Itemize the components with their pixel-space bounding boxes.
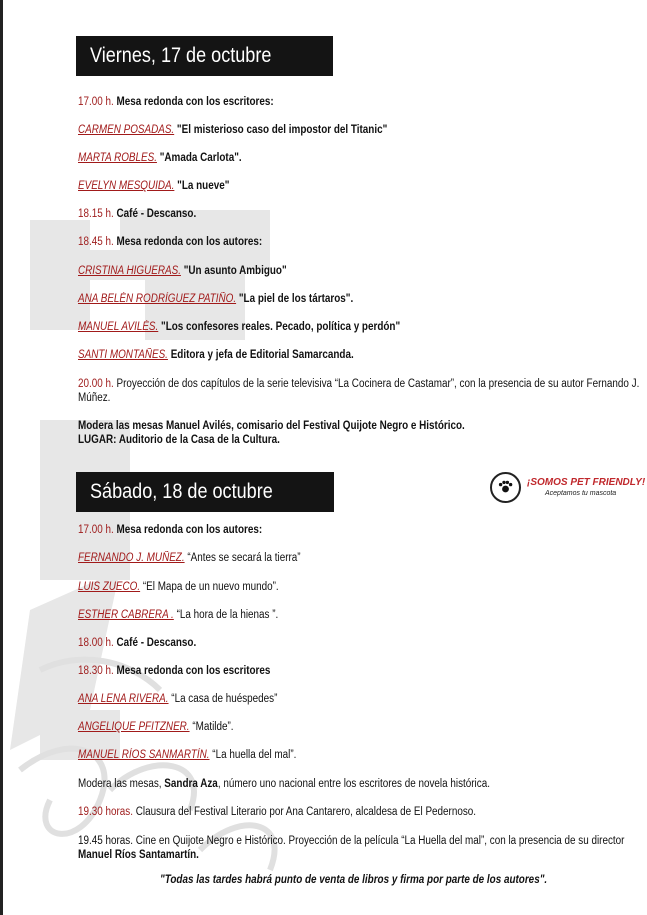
author: MANUEL RÍOS SANMARTÍN. bbox=[78, 749, 210, 761]
work: “La hora de la hienas ”. bbox=[176, 609, 279, 621]
final-note: "Todas las tardes habrá punto de venta de libros y firma por parte de los autores". bbox=[160, 874, 548, 886]
list-item bbox=[78, 551, 301, 565]
time: 20.00 h. bbox=[78, 378, 114, 390]
pet-friendly-badge bbox=[490, 472, 646, 506]
page-left-border bbox=[0, 0, 3, 915]
work: "Los confesores reales. Pecado, política y perdón" bbox=[161, 321, 401, 333]
time: 18.00 h. bbox=[78, 637, 114, 649]
block-title: Mesa redonda con los escritores: bbox=[116, 96, 274, 108]
saturday-break bbox=[78, 636, 196, 650]
time: 18.15 h. bbox=[78, 208, 114, 220]
pet-friendly-title: ¡SOMOS PET FRIENDLY! bbox=[527, 477, 646, 488]
list-item bbox=[78, 179, 229, 193]
author: CRISTINA HIGUERAS. bbox=[78, 265, 181, 277]
author: EVELYN MESQUIDA. bbox=[78, 180, 175, 192]
work: Editora y jefa de Editorial Samarcanda. bbox=[170, 349, 354, 361]
author: FERNANDO J. MUÑEZ. bbox=[78, 552, 185, 564]
moderator-suffix: , número uno nacional entre los escritores de novela histórica. bbox=[217, 778, 490, 790]
pet-friendly-subtitle: Aceptamos tu mascota bbox=[545, 490, 617, 497]
work: "La nueve" bbox=[177, 180, 230, 192]
screening-text: Proyección de dos capítulos de la serie televisiva “La Cocinera de Castamar”, con la presencia de su autor Fernando J. Múñez. bbox=[78, 378, 640, 404]
work: “Matilde”. bbox=[192, 721, 234, 733]
author: ANGELIQUE PFITZNER. bbox=[78, 721, 190, 733]
work: “La casa de huéspedes” bbox=[171, 693, 278, 705]
block-title: Mesa redonda con los autores: bbox=[116, 524, 263, 536]
author: ANA LENA RIVERA. bbox=[78, 693, 169, 705]
work: "Amada Carlota". bbox=[159, 152, 242, 164]
friday-venue: LUGAR: Auditorio de la Casa de la Cultura. bbox=[78, 434, 280, 446]
saturday-closing bbox=[78, 805, 476, 819]
time: 17.00 h. bbox=[78, 524, 114, 536]
list-item bbox=[78, 123, 387, 137]
time: 18.45 h. bbox=[78, 236, 114, 248]
friday-block1 bbox=[78, 95, 274, 109]
break-text: Café - Descanso. bbox=[116, 208, 197, 220]
author: MARTA ROBLES. bbox=[78, 152, 157, 164]
list-item bbox=[78, 692, 277, 706]
list-item bbox=[78, 320, 400, 334]
work: “Antes se secará la tierra” bbox=[187, 552, 301, 564]
paw-icon bbox=[490, 472, 521, 503]
moderator-prefix: Modera las mesas, bbox=[78, 778, 165, 790]
list-item bbox=[78, 608, 278, 622]
time: 17.00 h. bbox=[78, 96, 114, 108]
friday-title: Viernes, 17 de octubre bbox=[90, 44, 272, 67]
saturday-moderator bbox=[78, 777, 490, 791]
list-item bbox=[78, 292, 353, 306]
author: MANUEL AVILÉS. bbox=[78, 321, 159, 333]
saturday-cinema-line2: Manuel Ríos Santamartín. bbox=[78, 849, 199, 861]
saturday-title: Sábado, 18 de octubre bbox=[90, 480, 273, 503]
block-title: Mesa redonda con los escritores bbox=[116, 665, 271, 677]
work: "El misterioso caso del impostor del Titanic" bbox=[176, 124, 388, 136]
friday-break bbox=[78, 207, 196, 221]
list-item bbox=[78, 151, 242, 165]
time: 18.30 h. bbox=[78, 665, 114, 677]
work: “La huella del mal”. bbox=[212, 749, 297, 761]
saturday-cinema-line1: 19.45 horas. Cine en Quijote Negro e Histórico. Proyección de la película “La Huella del mal”, con la presencia de su director bbox=[78, 835, 625, 847]
friday-screening bbox=[78, 377, 646, 405]
work: "La piel de los tártaros". bbox=[238, 293, 354, 305]
saturday-header bbox=[76, 472, 334, 512]
author: SANTI MONTAÑES. bbox=[78, 349, 168, 361]
list-item bbox=[78, 580, 279, 594]
friday-moderator: Modera las mesas Manuel Avilés, comisario del Festival Quijote Negro e Histórico. bbox=[78, 420, 465, 432]
list-item bbox=[78, 720, 234, 734]
work: "Un asunto Ambiguo" bbox=[183, 265, 287, 277]
time: 19.30 horas. bbox=[78, 806, 133, 818]
friday-block2 bbox=[78, 235, 262, 249]
list-item bbox=[78, 348, 354, 362]
block-title: Mesa redonda con los autores: bbox=[116, 236, 263, 248]
paw-icon-glyph bbox=[492, 474, 519, 501]
closing-text: Clausura del Festival Literario por Ana Cantarero, alcaldesa de El Pedernoso. bbox=[135, 806, 477, 818]
list-item bbox=[78, 748, 296, 762]
saturday-block1 bbox=[78, 523, 262, 537]
saturday-block2 bbox=[78, 664, 270, 678]
list-item bbox=[78, 264, 287, 278]
friday-header bbox=[76, 36, 333, 76]
break-text: Café - Descanso. bbox=[116, 637, 197, 649]
moderator-name: Sandra Aza bbox=[164, 778, 218, 790]
author: ESTHER CABRERA . bbox=[78, 609, 174, 621]
author: LUIS ZUECO. bbox=[78, 581, 141, 593]
author: ANA BELÉN RODRÍGUEZ PATIÑO. bbox=[78, 293, 237, 305]
author: CARMEN POSADAS. bbox=[78, 124, 175, 136]
work: “El Mapa de un nuevo mundo”. bbox=[142, 581, 279, 593]
